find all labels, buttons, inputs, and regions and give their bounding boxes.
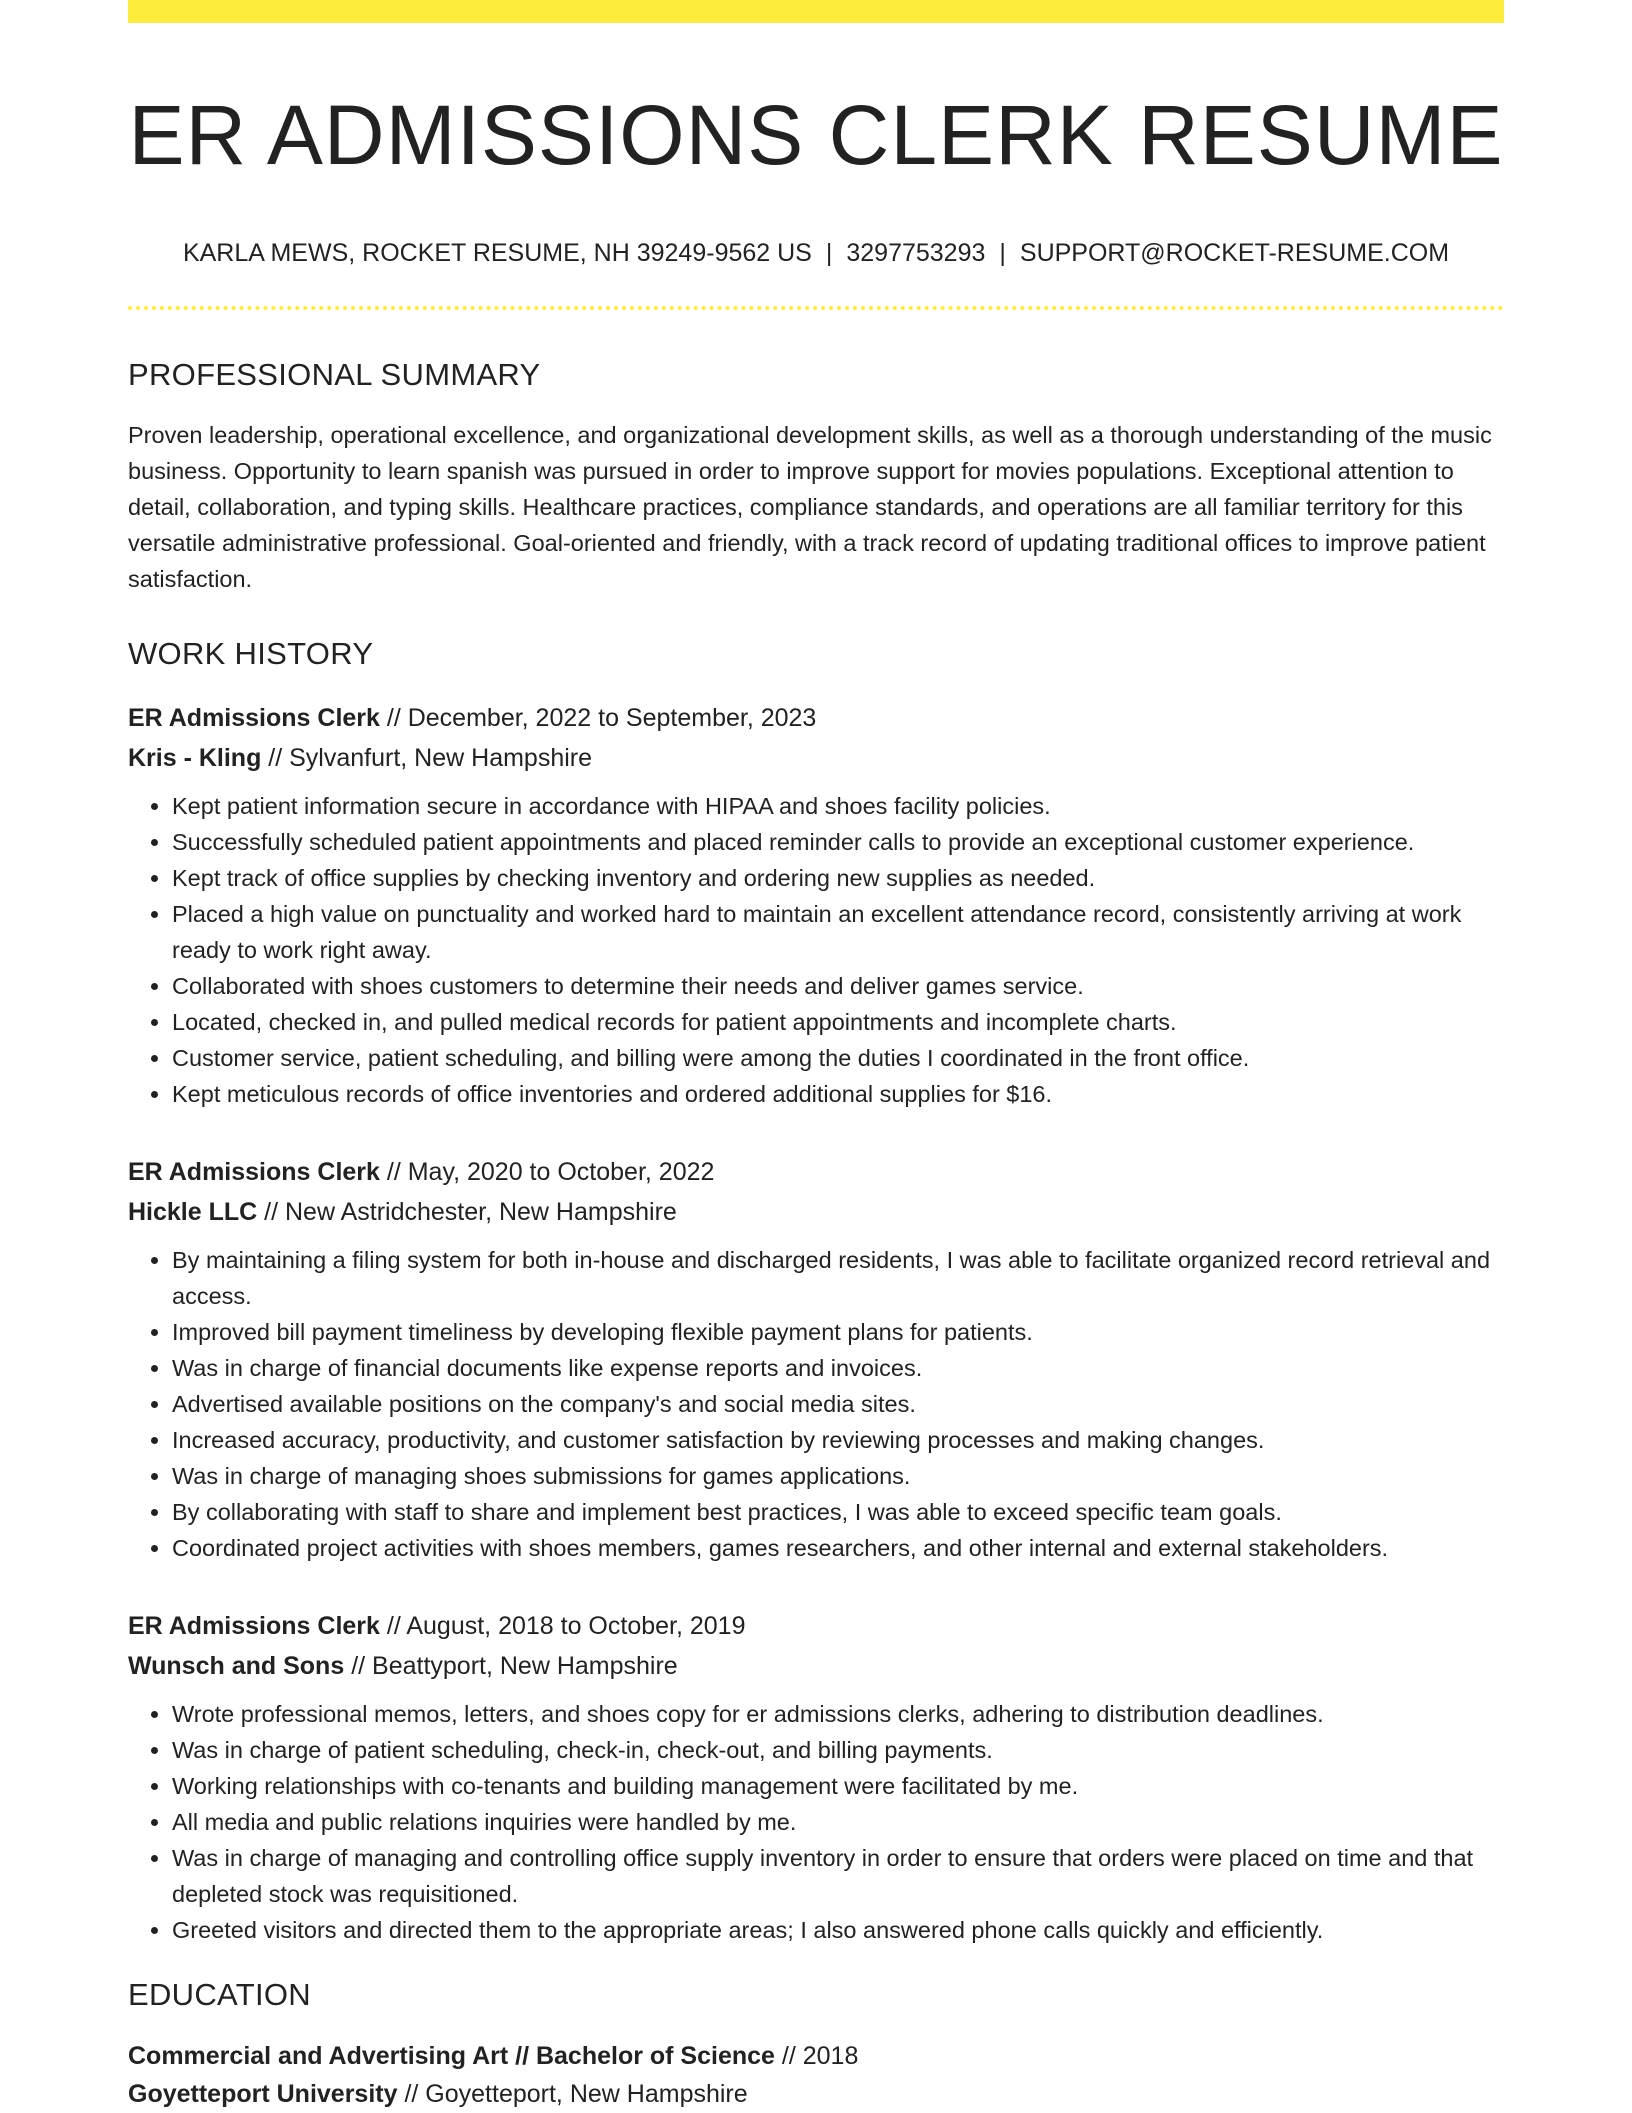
job-title-line [128,698,1504,738]
job-entry [128,1152,1504,1566]
degree-line [128,2037,1504,2075]
list-item: • Was in charge of patient scheduling, check-in, check-out, and billing payments. [172,1732,1504,1768]
job-dates: // May, 2020 to October, 2022 [386,1158,715,1187]
job-title-line [128,1152,1504,1192]
job-company: Hickle LLC [128,1198,258,1227]
job-title: ER Admissions Clerk [128,704,380,733]
education-heading: EDUCATION [128,1977,311,2013]
school-location: // Goyetteport, New Hampshire [404,2080,748,2109]
list-item: • Increased accuracy, productivity, and customer satisfaction by reviewing processes and making changes. [172,1422,1504,1458]
list-item: • Kept track of office supplies by checking inventory and ordering new supplies as needed. [172,860,1504,896]
list-item: • Customer service, patient scheduling, and billing were among the duties I coordinated in the front office. [172,1040,1504,1076]
dotted-divider [128,306,1504,310]
summary-text: Proven leadership, operational excellence, and organizational development skills, as well as a thorough understanding of the music business. Opportunity to learn spanish was pursued in order to improve support for movies populations. Exceptional attention to detail, collaboration, and typing skills. Healthcare practices, compliance standards, and operations are all familiar territory for this versatile administrative professional. Goal-oriented and friendly, with a track record of updating traditional offices to improve patient satisfaction. [128,421,1492,592]
job-title: ER Admissions Clerk [128,1612,380,1641]
school-name: Goyetteport University [128,2080,398,2109]
list-item: • Kept patient information secure in accordance with HIPAA and shoes facility policies. [172,788,1504,824]
accent-top-bar [128,0,1504,23]
contact-separator: | [825,238,833,267]
contact-address: KARLA MEWS, ROCKET RESUME, NH 39249-9562 US [182,238,812,267]
job-entry [128,698,1504,1112]
education-entry [128,2037,1504,2113]
list-item: • By maintaining a filing system for both in-house and discharged residents, I was able to facilitate organized record retrieval and access. [172,1242,1504,1314]
resume-page [128,0,1504,2113]
list-item: • Was in charge of financial documents like expense reports and invoices. [172,1350,1504,1386]
job-bullets [128,788,1504,1112]
job-company: Wunsch and Sons [128,1652,345,1681]
list-item: • All media and public relations inquiries were handled by me. [172,1804,1504,1840]
list-item: • Located, checked in, and pulled medical records for patient appointments and incomplete charts. [172,1004,1504,1040]
list-item: • Working relationships with co-tenants and building management were facilitated by me. [172,1768,1504,1804]
list-item: • Collaborated with shoes customers to determine their needs and deliver games service. [172,968,1504,1004]
job-company-line [128,1646,1504,1686]
list-item: • Wrote professional memos, letters, and shoes copy for er admissions clerks, adhering to distribution deadlines. [172,1696,1504,1732]
list-item: • Greeted visitors and directed them to the appropriate areas; I also answered phone calls quickly and efficiently. [172,1912,1504,1948]
job-location: // Sylvanfurt, New Hampshire [268,744,593,773]
work-history-heading: WORK HISTORY [128,635,374,671]
school-line [128,2075,1504,2113]
list-item: • Successfully scheduled patient appointments and placed reminder calls to provide an exceptional customer experience. [172,824,1504,860]
job-company-line [128,738,1504,778]
job-dates: // December, 2022 to September, 2023 [386,704,817,733]
list-item: • By collaborating with staff to share and implement best practices, I was able to exceed specific team goals. [172,1494,1504,1530]
degree: Commercial and Advertising Art // Bachelor of Science [128,2042,775,2071]
contact-email: SUPPORT@ROCKET-RESUME.COM [1019,238,1450,267]
job-title: ER Admissions Clerk [128,1158,380,1187]
list-item: • Advertised available positions on the company's and social media sites. [172,1386,1504,1422]
graduation-year: // 2018 [781,2042,859,2071]
resume-title: ER ADMISSIONS CLERK RESUME [128,88,1504,182]
contact-separator: | [999,238,1006,267]
list-item: • Was in charge of managing shoes submissions for games applications. [172,1458,1504,1494]
job-dates: // August, 2018 to October, 2019 [386,1612,746,1641]
summary-heading: PROFESSIONAL SUMMARY [128,356,541,392]
job-location: // New Astridchester, New Hampshire [264,1198,677,1227]
list-item: • Kept meticulous records of office inventories and ordered additional supplies for $16. [172,1076,1504,1112]
list-item: • Improved bill payment timeliness by developing flexible payment plans for patients. [172,1314,1504,1350]
job-bullets [128,1242,1504,1566]
job-bullets [128,1696,1504,1948]
contact-line [128,238,1504,268]
job-title-line [128,1606,1504,1646]
list-item: • Placed a high value on punctuality and worked hard to maintain an excellent attendance record, consistently arriving at work ready to work right away. [172,896,1504,968]
job-company-line [128,1192,1504,1232]
job-location: // Beattyport, New Hampshire [351,1652,678,1681]
contact-phone: 3297753293 [846,238,986,267]
list-item: • Was in charge of managing and controlling office supply inventory in order to ensure that orders were placed on time and that depleted stock was requisitioned. [172,1840,1504,1912]
job-company: Kris - Kling [128,744,262,773]
list-item: • Coordinated project activities with shoes members, games researchers, and other internal and external stakeholders. [172,1530,1504,1566]
job-entry [128,1606,1504,1948]
